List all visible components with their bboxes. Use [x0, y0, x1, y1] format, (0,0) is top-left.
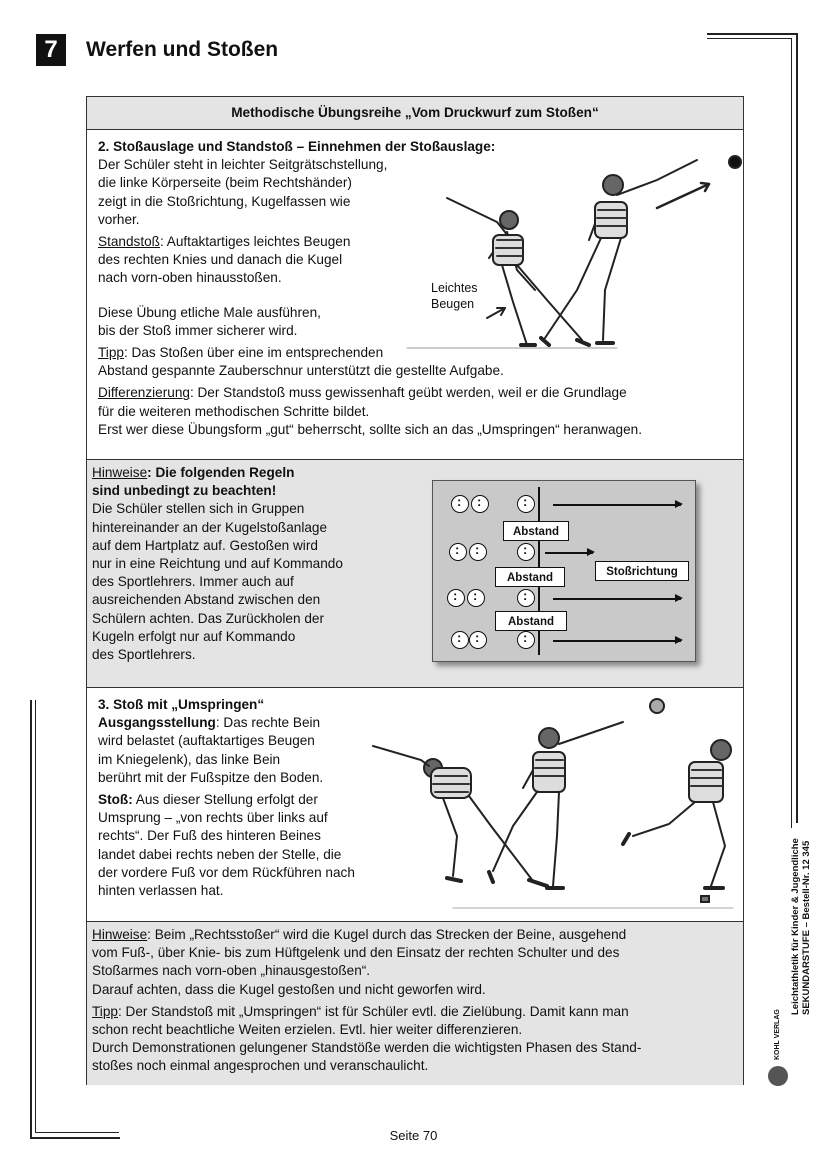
sidebar-line-1: Leichtathletik für Kinder & Jugendliche [790, 838, 801, 1015]
student-face-icon [451, 495, 469, 513]
differenzierung-label: Differenzierung [98, 385, 190, 401]
student-face-icon [517, 543, 535, 561]
student-face-icon [467, 589, 485, 607]
student-face-icon [447, 589, 465, 607]
text-line: berührt mit der Fußspitze den Boden. [98, 769, 324, 785]
text-line: : Das Stoßen über eine im entsprechenden [123, 345, 384, 361]
text-line: rechts“. Der Fuß des hinteren Beines [98, 828, 321, 844]
section-standstoss [87, 129, 743, 459]
standstoss-illustration [417, 140, 747, 350]
text-line: der vordere Fuß vor dem Rückführen nach [98, 864, 355, 880]
text-line: stoßes noch einmal angesprochen und veranschaulicht. [92, 1058, 429, 1074]
page-number: Seite 70 [389, 1128, 438, 1143]
text-line: vom Fuß-, über Knie- bis zum Hüftgelenk und den Einsatz der rechten Schulter und des [92, 945, 620, 961]
abstand-label: Abstand [503, 521, 569, 541]
chapter-title: Werfen und Stoßen [86, 38, 279, 61]
direction-arrow [553, 504, 681, 506]
text-line: auf dem Hartplatz auf. Gestoßen wird [92, 537, 318, 553]
text-line: die linke Körperseite (beim Rechtshänder) [98, 175, 352, 191]
text-line: : Das rechte Bein [215, 715, 321, 731]
text-line: Kugeln erfolgt nur auf Kommando [92, 628, 296, 644]
sidebar-line-2: SEKUNDARSTUFE – Bestell-Nr. 12 345 [801, 840, 812, 1015]
text-line: für die weiteren methodischen Schritte bildet. [98, 403, 370, 419]
tipp-label: Tipp [98, 345, 124, 361]
abstand-label: Abstand [495, 567, 565, 587]
frame-line-top-right [707, 33, 797, 35]
text-line: schon recht beachtliche Weiten erzielen. Evtl. hier weiter differenzieren. [92, 1022, 523, 1038]
stossrichtung-label: Stoßrichtung [595, 561, 689, 581]
text-line: des Sportlehrers. Immer auch auf [92, 574, 294, 590]
hinweise-label: Hinweise [92, 927, 148, 942]
text-line: : Der Standstoß muss gewissenhaft geübt werden, weil er die Grundlage [189, 385, 627, 401]
section-3-heading: 3. Stoß mit „Umspringen“ [98, 697, 265, 712]
text-line: Der Schüler steht in leichter Seitgrätschstellung, [98, 157, 388, 173]
text-line: landet dabei rechts neben der Stelle, die [98, 846, 342, 862]
section-hinweise-regeln [87, 459, 743, 687]
frame-line-top-right-inner [707, 38, 791, 39]
student-face-icon [451, 631, 469, 649]
text-line: sind unbedingt zu beachten! [92, 483, 277, 499]
text-line: : Die folgenden Regeln [147, 465, 295, 480]
text-line: hinten verlassen hat. [98, 883, 224, 899]
student-face-icon [517, 495, 535, 513]
direction-arrow [545, 552, 593, 554]
exercise-box [86, 96, 744, 1085]
student-face-icon [469, 543, 487, 561]
stoss-label: Stoß: [98, 792, 133, 808]
section-umspringen [87, 687, 743, 921]
text-line: ausreichenden Abstand zwischen den [92, 592, 321, 608]
tipp-label: Tipp [92, 1003, 118, 1019]
student-face-icon [517, 589, 535, 607]
safety-diagram [432, 480, 696, 662]
text-line: Durch Demonstrationen gelungener Standstöße werden die wichtigsten Phasen des Stand- [92, 1040, 642, 1056]
frame-line-left-v-inner [35, 700, 36, 1132]
text-line: nur in eine Reichtung und auf Kommando [92, 556, 343, 572]
text-line: : Beim „Rechtsstoßer“ wird die Kugel durch das Strecken der Beine, ausgehend [147, 927, 627, 942]
text-line: hintereinander an der Kugelstoßanlage [92, 519, 328, 535]
text-line: vorher. [98, 211, 140, 227]
text-line: : Der Standstoß mit „Umspringen“ ist für Schüler evtl. die Zielübung. Damit kann man [117, 1003, 629, 1019]
text-line: Stoßarmes nach vorn-oben „hinausgestoßen“. [92, 963, 371, 979]
box-header-text: Methodische Übungsreihe „Vom Druckwurf zum Stoßen“ [231, 105, 599, 120]
text-line: Umsprung – „von rechts über links auf [98, 810, 328, 826]
text-line: des Sportlehrers. [92, 647, 196, 663]
hinweise-regeln-text [92, 464, 422, 664]
student-face-icon [471, 495, 489, 513]
text-line: Darauf achten, dass die Kugel gestoßen und nicht geworfen wird. [92, 981, 486, 997]
text-line: Leichtes [431, 281, 478, 295]
direction-arrow [553, 640, 681, 642]
frame-line-left-v [30, 700, 32, 1137]
student-face-icon [449, 543, 467, 561]
text-line: Die Schüler stellen sich in Gruppen [92, 501, 305, 517]
publisher-name: KOHL VERLAG [774, 1009, 781, 1060]
hinweise-technik-text [92, 926, 737, 1076]
text-line: wird belastet (auftaktartiges Beugen [98, 733, 315, 749]
ausgangsstellung-label: Ausgangsstellung [98, 715, 216, 731]
box-header [87, 97, 743, 129]
umspringen-illustration [373, 696, 743, 916]
text-line: Diese Übung etliche Male ausführen, [98, 304, 321, 320]
text-line: : Auftaktartiges leichtes Beugen [159, 234, 351, 250]
text-line: Erst wer diese Übungsform „gut“ beherrscht, sollte sich an das „Umspringen“ heranwagen. [98, 421, 642, 437]
student-face-icon [469, 631, 487, 649]
tree-icon [768, 1066, 788, 1086]
text-line: Aus dieser Stellung erfolgt der [132, 792, 318, 808]
frame-line-right-v [796, 33, 798, 823]
publisher-logo [766, 1009, 794, 1090]
chapter-number: 7 [36, 34, 66, 66]
text-line: Beugen [431, 297, 475, 311]
text-line: des rechten Knies und danach die Kugel [98, 252, 343, 268]
standstoss-label: Standstoß [98, 234, 160, 250]
section-hinweise-technik [87, 921, 743, 1085]
figure-label-leichtes-beugen [431, 280, 478, 312]
hinweise-label: Hinweise [92, 465, 148, 480]
direction-arrow [553, 598, 681, 600]
abstand-label: Abstand [495, 611, 567, 631]
text-line: Schülern achten. Das Zurückholen der [92, 610, 324, 626]
text-line: im Kniegelenk), das linke Bein [98, 751, 281, 767]
text-line: bis der Stoß immer sicherer wird. [98, 322, 298, 338]
frame-line-right-v-inner [791, 38, 792, 828]
section-2-heading: 2. Stoßauslage und Standstoß – Einnehmen der Stoßauslage: [98, 139, 496, 154]
student-face-icon [517, 631, 535, 649]
text-line: nach vorn-oben hinausstoßen. [98, 270, 282, 286]
text-line: Abstand gespannte Zauberschnur unterstützt die gestellte Aufgabe. [98, 363, 504, 379]
publisher-sidebar [790, 815, 812, 1015]
text-line: zeigt in die Stoßrichtung, Kugelfassen wie [98, 193, 351, 209]
umspringen-text [98, 696, 398, 900]
